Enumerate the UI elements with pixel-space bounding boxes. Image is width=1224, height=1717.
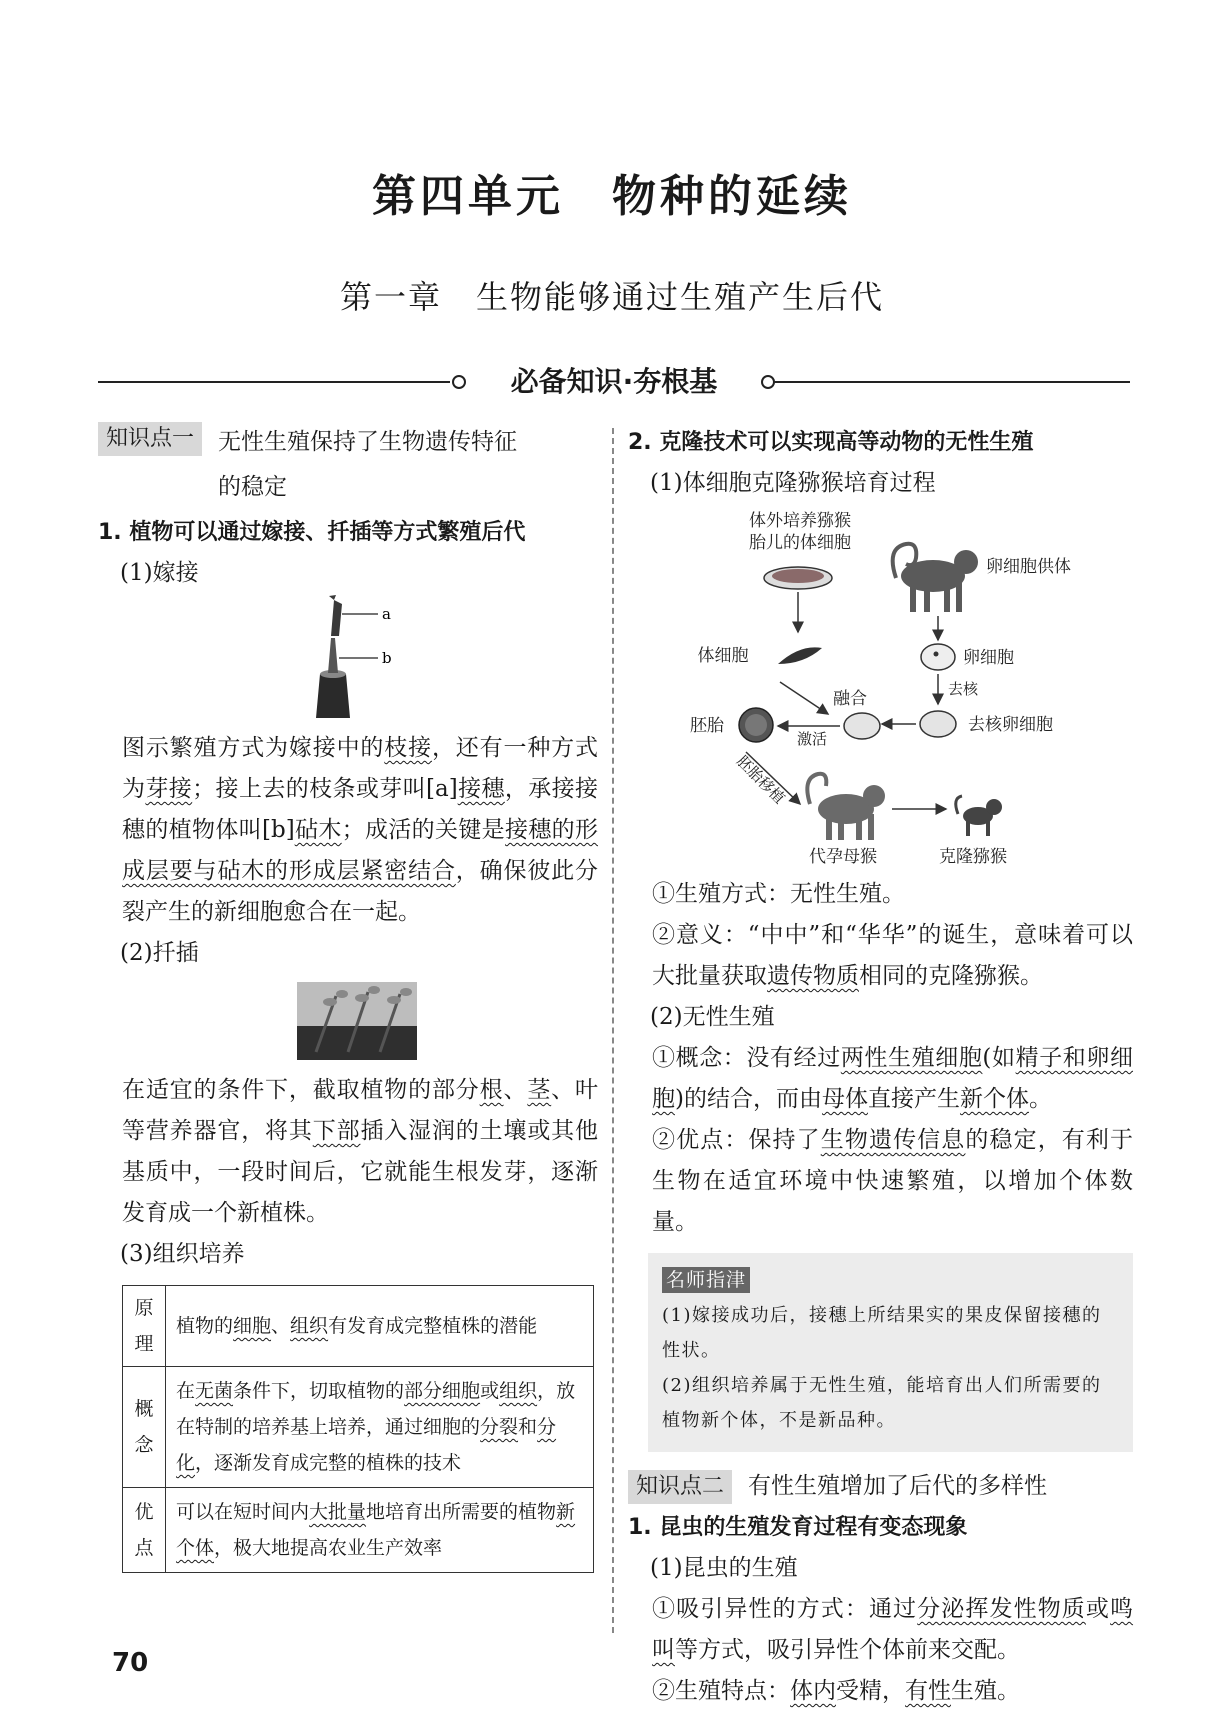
heading-insect: 1. 昆虫的生殖发育过程有变态现象 xyxy=(628,1515,968,1540)
cutting-photo xyxy=(98,974,598,1064)
reproduction-mode-line: ①生殖方式：无性生殖。 xyxy=(652,881,905,907)
right-column xyxy=(628,422,1133,1712)
advantage-paragraph: ②优点：保持了生物遗传信息的稳定，有利于生物在适宜环境中快速繁殖，以增加个体数量。 xyxy=(652,1127,1134,1235)
heading-cloning: 2. 克隆技术可以实现高等动物的无性生殖 xyxy=(628,430,1034,455)
table-row xyxy=(123,1488,594,1573)
knowledge-point-title-cont: 的稳定 xyxy=(218,474,288,500)
surrogate-monkey xyxy=(807,774,885,840)
grafting-paragraph: 图示繁殖方式为嫁接中的枝接，还有一种方式为芽接；接上去的枝条或芽叫[a]接穗，承接接穗的植物体叫[b]砧木；成活的关键是接穗的形成层要与砧木的形成层紧密结合，确保彼此分裂产生的新细胞愈合在一起。 xyxy=(122,735,599,925)
grafting-illustration xyxy=(98,594,598,722)
cutting-figure xyxy=(98,974,598,1064)
grafting-figure xyxy=(98,594,598,722)
label-b: b xyxy=(382,649,392,667)
concept-paragraph: ①概念：没有经过两性生殖细胞(如精子和卵细胞)的结合，而由母体直接产生新个体。 xyxy=(652,1045,1134,1112)
tip-item: (1)嫁接成功后，接穗上所结果实的果皮保留接穗的性状。 xyxy=(662,1305,1102,1361)
subheading-grafting: (1)嫁接 xyxy=(120,560,199,586)
section-banner xyxy=(98,360,1130,400)
culture-label-line2: 胎儿的体细胞 xyxy=(749,533,851,553)
cloning-flowchart xyxy=(628,504,1133,874)
subheading-insect-reproduction: (1)昆虫的生殖 xyxy=(650,1555,798,1581)
tissue-culture-table xyxy=(122,1285,594,1573)
fusion-label: 融合 xyxy=(833,689,867,709)
clone-monkey xyxy=(956,796,1002,836)
page-number: 70 xyxy=(112,1648,149,1678)
donor-monkey xyxy=(893,544,978,612)
reproduction-feature-line: ②生殖特点：体内受精，有性生殖。 xyxy=(652,1678,1020,1704)
culture-label-line1: 体外培养猕猴 xyxy=(749,511,851,531)
heading-plant-reproduction: 1. 植物可以通过嫁接、扦插等方式繁殖后代 xyxy=(98,520,526,545)
table-value: 可以在短时间内大批量地培育出所需要的植物新个体，极大地提高农业生产效率 xyxy=(166,1488,594,1573)
clone-label: 克隆猕猴 xyxy=(939,847,1007,867)
column-divider xyxy=(612,428,614,1633)
subheading-asexual: (2)无性生殖 xyxy=(650,1004,775,1030)
attract-paragraph: ①吸引异性的方式：通过分泌挥发性物质或鸣叫等方式，吸引异性个体前来交配。 xyxy=(652,1596,1134,1663)
left-column xyxy=(98,422,598,1573)
table-key: 优点 xyxy=(123,1488,166,1573)
unit-title: 第四单元 物种的延续 xyxy=(372,171,852,222)
embryo-label: 胚胎 xyxy=(690,716,724,736)
subheading-tissue-culture: (3)组织培养 xyxy=(120,1241,245,1267)
significance-paragraph: ②意义：“中中”和“华华”的诞生，意味着可以大批量获取遗传物质相同的克隆猕猴。 xyxy=(652,922,1133,989)
table-row xyxy=(123,1286,594,1367)
donor-label: 卵细胞供体 xyxy=(986,557,1071,577)
table-value: 植物的细胞、组织有发育成完整植株的潜能 xyxy=(166,1286,594,1367)
table-value: 在无菌条件下，切取植物的部分细胞或组织，放在特制的培养基上培养，通过细胞的分裂和分化，逐渐发育成完整的植株的技术 xyxy=(166,1367,594,1488)
transfer-label: 胚胎移植 xyxy=(733,752,789,808)
tip-heading: 名师指津 xyxy=(662,1267,750,1293)
cloning-diagram xyxy=(628,504,1133,874)
subheading-clone-process: (1)体细胞克隆猕猴培育过程 xyxy=(650,470,936,496)
tip-item: (2)组织培养属于无性生殖，能培育出人们所需要的植物新个体，不是新品种。 xyxy=(662,1375,1102,1431)
enucleate-label: 去核 xyxy=(948,680,979,698)
egg-label: 卵细胞 xyxy=(963,648,1014,668)
knowledge-point-tag: 知识点一 xyxy=(98,422,202,456)
table-key: 概念 xyxy=(123,1367,166,1488)
enucleated-egg-label: 去核卵细胞 xyxy=(968,715,1053,735)
knowledge-point-title: 无性生殖保持了生物遗传特征 xyxy=(218,429,518,455)
label-a: a xyxy=(382,605,391,623)
banner-text: 必备知识·夯根基 xyxy=(501,365,728,398)
teacher-tip-box xyxy=(648,1253,1133,1452)
somatic-label: 体细胞 xyxy=(697,646,749,666)
knowledge-point-title-2: 有性生殖增加了后代的多样性 xyxy=(748,1473,1048,1499)
subheading-cutting: (2)扦插 xyxy=(120,940,199,966)
activate-label: 激活 xyxy=(796,730,828,748)
table-key: 原理 xyxy=(123,1286,166,1367)
table-row xyxy=(123,1367,594,1488)
surrogate-label: 代孕母猴 xyxy=(809,847,877,867)
cutting-paragraph: 在适宜的条件下，截取植物的部分根、茎、叶等营养器官，将其下部插入湿润的土壤或其他基质中，一段时间后，它就能生根发芽，逐渐发育成一个新植株。 xyxy=(122,1077,599,1226)
knowledge-point-tag-2: 知识点二 xyxy=(628,1470,732,1504)
chapter-title: 第一章 生物能够通过生殖产生后代 xyxy=(339,278,884,316)
